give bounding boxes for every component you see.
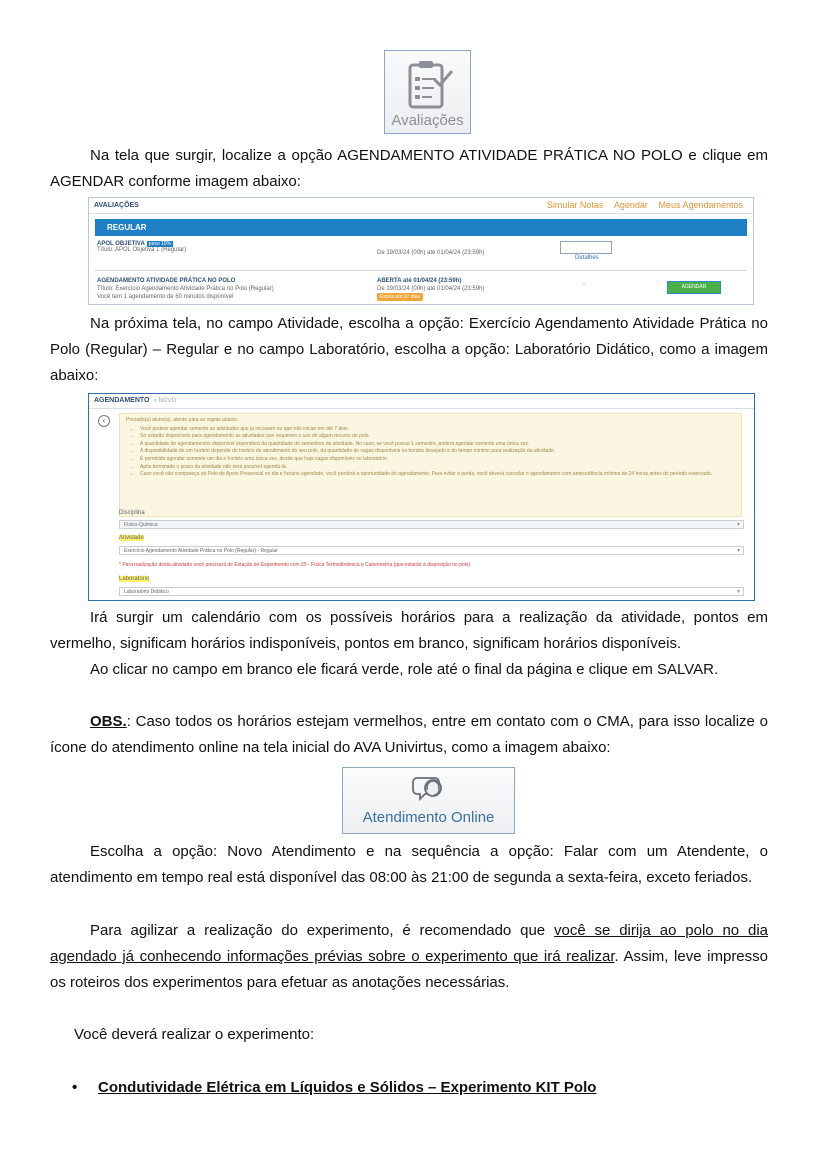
agendamento-date: De 19/03/24 (00h) até 01/04/24 (23:59h) — [377, 286, 485, 292]
paragraph-7-post: . Assim, leve impresso os roteiros dos experimentos para efetuar as anotações necessárias. — [50, 948, 768, 991]
paragraph-6-text: Escolha a opção: Novo Atendimento e na sequência a opção: Falar com um Atendente, o atendimento em tempo real está disponível das 08:00 às 21:00 de segunda a sexta-feira, exceto feriados. — [50, 843, 768, 886]
apol-subtitle: Título: APOL Objetiva 1 (Regular) — [97, 247, 187, 253]
agendamento-subtitle: » NOVO — [153, 398, 177, 404]
meus-agendamentos-link[interactable]: Meus Agendamentos — [658, 200, 743, 210]
simular-notas-link[interactable]: Simular Notas — [546, 200, 604, 210]
paragraph-2-text: Na próxima tela, no campo Atividade, escolha a opção: Exercício Agendamento Atividade Prática no Polo (Regular) – Regular e no campo Laboratório, escolha a opção: Laboratório Didático, como a imagem abaixo: — [50, 315, 768, 384]
avaliacoes-shortcut[interactable] — [384, 50, 471, 134]
rule-item: • Caso você não compareça ao Polo de Apoio Presencial no dia e horário agendado, você perderá a oportunidade do agendamento. Para evitar a perda, você deverá cancelar o agendamento com antecedência mínima de 24 horas antes do período reservado. — [140, 471, 735, 479]
rule-item: • A disponibilidade de um horário depende do horário de atendimento do seu polo, da quantidade de vagas disponíveis no horário desejado e do tempo mínimo para realização da atividade. — [140, 448, 735, 456]
back-arrow-icon[interactable]: ‹ — [98, 415, 110, 427]
header-links — [539, 200, 743, 210]
paragraph-3-text: Irá surgir um calendário com os possíveis horários para a realização da atividade, pontos em vermelho, significam horários indisponíveis, pontos em branco, significam horários disponíveis. — [50, 609, 768, 652]
paragraph-1-text: Na tela que surgir, localize a opção AGENDAMENTO ATIVIDADE PRÁTICA NO POLO e clique em AGENDAR conforme imagem abaixo: — [50, 147, 768, 190]
paragraph-7-pre: Para agilizar a realização do experimento, é recomendado que — [90, 922, 554, 939]
paragraph-6 — [50, 839, 768, 891]
agendamento-screenshot — [88, 393, 755, 601]
expira-badge: Expira em 27 dias — [377, 293, 423, 301]
experiment-title: Condutividade Elétrica em Líquidos e Sólidos – Experimento KIT Polo — [98, 1079, 597, 1096]
avaliacoes-header — [89, 198, 753, 214]
paragraph-7 — [50, 918, 768, 996]
avaliacoes-screenshot — [88, 197, 754, 305]
rules-title: Prezado(a) aluno(a), atente para as regras abaixo: — [126, 417, 239, 423]
rules-list — [126, 426, 735, 479]
chat-headset-icon — [409, 774, 449, 804]
agendamento-sub1: Título: Exercício Agendamento Atividade Prática no Polo (Regular) — [97, 286, 274, 292]
agendamento-sub2: Você tem 1 agendamento de 60 minutos disponível — [97, 294, 234, 300]
atividade-note: * Para realização desta atividade você precisará de Estação de Experimento com 25 - Física Termodinâmica e Calorimetria (que estarão à disposição no polo) — [119, 562, 471, 568]
apol-title: APOL OBJETIVA — [97, 241, 145, 247]
laboratorio-label: Laboratório — [119, 576, 150, 582]
apol-date: De 19/03/24 (00h) até 01/04/24 (23:59h) — [377, 250, 485, 256]
apol-grade-box — [560, 241, 612, 254]
row-divider — [95, 270, 747, 271]
rule-item: • Após terminado o prazo da atividade não será possível agendá-la. — [140, 464, 735, 472]
paragraph-8: Você deverá realizar o experimento: — [74, 1026, 315, 1043]
paragraph-7-underlined: você se dirija ao polo no dia agendado já conhecendo informações prévias sobre o experimento que irá realizar — [50, 922, 768, 965]
regular-band: REGULAR — [95, 219, 747, 236]
rules-box — [119, 413, 742, 517]
avaliacoes-label: Avaliações — [391, 112, 464, 129]
agendamento-header — [89, 394, 754, 409]
paragraph-4-text: Ao clicar no campo em branco ele ficará verde, role até o final da página e clique em SALVAR. — [90, 661, 719, 678]
clipboard-check-icon — [400, 57, 456, 111]
obs-text: : Caso todos os horários estejam vermelhos, entre em contato com o CMA, para isso localize o ícone do atendimento online na tela inicial do AVA Univirtus, como a imagem abaixo: — [50, 713, 768, 756]
rule-item: • Você poderá agendar somente as atividades que já iniciaram ou que irão iniciar em até 7 dias. — [140, 426, 735, 434]
paragraph-1 — [50, 143, 768, 195]
disciplina-select[interactable]: Físico-Química ▾ — [119, 520, 744, 529]
atendimento-online-label: Atendimento Online — [362, 809, 495, 826]
dash-text: - — [583, 281, 585, 287]
laboratorio-select[interactable]: Laboratório Didático ▾ — [119, 587, 744, 596]
rule-item: • A quantidade de agendamentos disponível dependerá da quantidade de semestres da atividade. No caso, se você possui 1 semestre, poderá agendar somente uma única vez. — [140, 441, 735, 449]
paragraph-3 — [50, 605, 768, 657]
atividade-label: Atividade — [119, 535, 144, 541]
obs-label: OBS. — [90, 713, 127, 730]
agendar-link[interactable]: Agendar — [613, 200, 648, 210]
rule-item: • Só estarão disponíveis para agendamento as atividades que requerem o uso de algum recurso do polo. — [140, 433, 735, 441]
experiment-list-item — [72, 1077, 596, 1099]
agendar-button[interactable]: AGENDAR — [667, 281, 721, 294]
peso-badge: peso 10% — [148, 241, 172, 247]
status-text: ABERTA até 01/04/24 (23:59h) — [377, 278, 462, 284]
paragraph-4 — [50, 657, 768, 683]
disciplina-label: Disciplina — [119, 510, 145, 516]
avaliacoes-title: AVALIAÇÕES — [94, 202, 139, 209]
atividade-select[interactable]: Exercício Agendamento Atividade Prática no Polo (Regular) - Regular ▾ — [119, 546, 744, 555]
detalhes-link[interactable]: Detalhes — [575, 255, 599, 261]
agendamento-title: AGENDAMENTO — [94, 397, 150, 404]
bullet-mark: • — [72, 1079, 78, 1096]
paragraph-2 — [50, 311, 768, 389]
paragraph-obs — [50, 709, 768, 761]
atendimento-online-shortcut[interactable] — [342, 767, 515, 834]
agendamento-title: AGENDAMENTO ATIVIDADE PRÁTICA NO POLO — [97, 278, 236, 284]
rule-item: • É permitido agendar somente um dia e horário uma única vez, desde que haja vagas disponíveis no laboratório. — [140, 456, 735, 464]
